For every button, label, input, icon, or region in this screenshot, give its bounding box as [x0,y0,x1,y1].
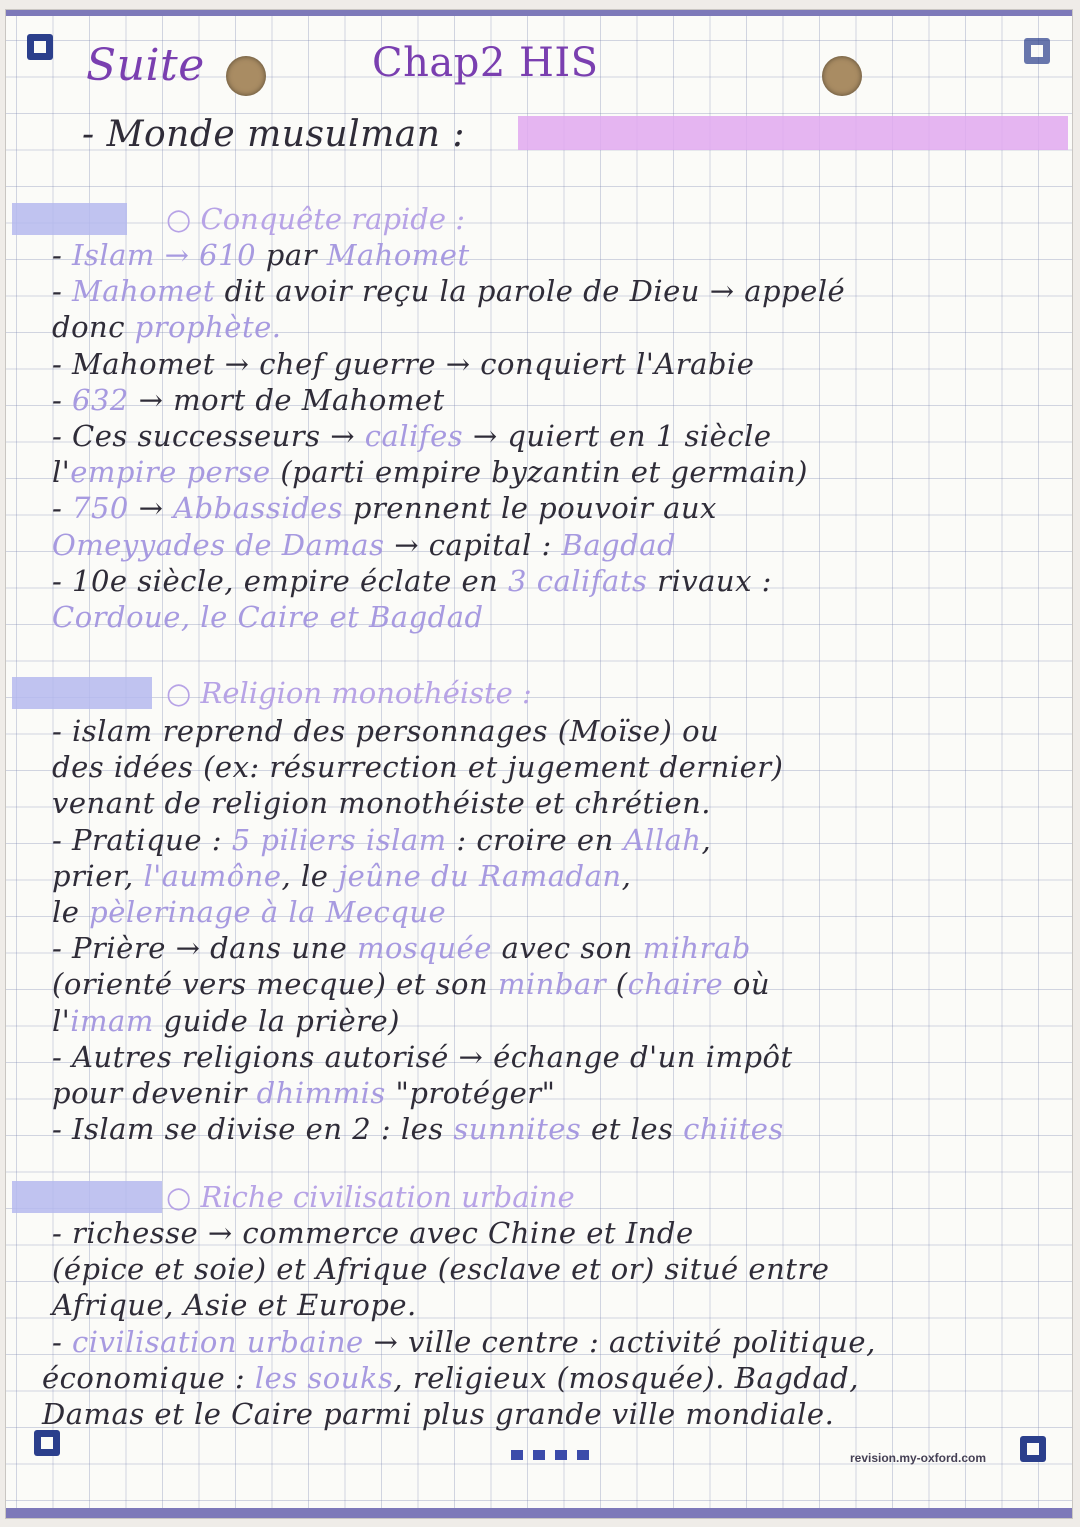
note-line [52,1112,784,1146]
note-line [52,419,772,453]
note-line [52,238,470,272]
page-title: Chap2 HIS [372,40,599,86]
note-text: des idées (ex: résurrection et jugement dernier) [52,750,784,785]
note-text: venant de religion monothéiste et chrétien. [52,786,712,821]
suite-label: Suite [86,40,205,91]
note-line [52,347,754,381]
highlighted-term: 3 califats [508,563,648,598]
note-text: → quiert en 1 siècle [463,419,772,453]
highlighted-term: imam [70,1003,154,1038]
note-text: - [52,382,73,417]
note-text: , [701,822,712,857]
note-line [52,1288,417,1322]
note-text: - [52,238,73,272]
note-text: - Pratique : [52,822,232,857]
note-line [52,1325,876,1359]
highlighted-term: Islam → 610 [72,238,257,272]
note-line [52,714,719,748]
note-line [52,383,445,417]
note-text: - [52,1324,73,1359]
corner-marker-icon [1024,38,1050,64]
note-line [52,1216,694,1250]
highlighted-term: mosquée [356,931,492,966]
note-text: , le [281,858,339,893]
corner-marker-icon [1020,1436,1046,1462]
note-text: avec son [491,931,643,966]
binder-hole [822,56,862,96]
note-text: prennent le pouvoir aux [343,491,717,526]
note-text: (orienté vers mecque) et son [52,967,498,1002]
note-text: (épice et soie) et Afrique (esclave et or) situé entre [52,1252,830,1287]
note-text: l' [52,1003,71,1038]
highlighted-term: empire perse [70,455,271,490]
highlighted-term: les souks [254,1360,394,1395]
note-text: → mort de Mahomet [128,382,445,417]
note-line [52,1252,829,1286]
highlighted-term: Mahomet [72,274,215,309]
highlighted-term: Abbassides [173,491,344,526]
note-text: - Islam se divise en 2 : les [52,1112,454,1147]
highlighted-term: Omeyyades de Damas [52,527,385,562]
binder-hole [226,56,266,96]
highlighted-term: pèlerinage à la Mecque [89,895,447,929]
note-text: : croire en [446,822,624,857]
note-line [52,786,711,820]
note-text: → capital : [384,527,562,562]
highlighted-term: civilisation urbaine [72,1324,364,1359]
highlighted-term: Mahomet [326,238,470,272]
corner-marker-icon [34,1430,60,1456]
section-highlight [12,203,127,235]
highlighted-term: prophète. [134,310,282,345]
note-text: donc [52,310,135,345]
note-text: (parti empire byzantin et germain) [270,455,808,490]
highlighted-term: dhimmis [256,1076,386,1110]
note-text: , [621,858,632,893]
section-highlight [12,677,152,709]
highlighted-term: Cordoue, le Caire et Bagdad [52,600,484,634]
note-text: "protéger" [385,1076,556,1110]
highlighted-term: sunnites [453,1112,582,1147]
section-highlight [12,1181,162,1213]
section-heading: ○ Conquête rapide : [166,202,465,236]
note-text: → ville centre : activité politique, [363,1324,876,1359]
note-line [52,564,772,598]
corner-marker-icon [27,34,53,60]
note-text: - [52,274,73,309]
note-line [52,274,845,308]
top-border [6,10,1072,16]
highlighted-term: Allah [623,822,702,857]
page-indicator [511,1450,589,1460]
note-line [42,1361,859,1395]
note-line [52,491,717,525]
note-text: - Autres religions autorisé → échange d'un impôt [52,1039,793,1074]
note-text: et les [581,1112,684,1147]
highlighted-term: l'aumône [143,858,282,893]
note-line [52,967,770,1001]
highlighted-term: chiites [683,1112,784,1147]
note-text: l' [52,455,71,490]
highlighted-term: 5 piliers islam [231,822,447,857]
section-heading: ○ Religion monothéiste : [166,676,532,710]
highlighted-term: chaire [627,967,724,1002]
highlighted-term: jeûne du Ramadan [338,858,622,893]
note-text: le [52,895,90,929]
note-text: - islam reprend des personnages (Moïse) ou [52,714,720,748]
highlighted-term: mihrab [642,931,751,966]
note-line [52,310,282,344]
note-line [52,931,751,965]
note-text: - 10e siècle, empire éclate en [52,563,509,598]
note-line [52,455,808,489]
note-text: où [723,967,770,1002]
highlighted-term: 750 [72,491,129,526]
note-text: prier, [52,858,144,893]
footer-url: revision.my-oxford.com [849,1451,986,1465]
section-title: - Monde musulman : [82,114,465,155]
note-text: guide la prière) [153,1003,400,1038]
section-heading: ○ Riche civilisation urbaine [166,1180,575,1214]
note-line [52,895,446,929]
note-line [52,1040,793,1074]
highlighted-term: Bagdad [561,527,677,562]
bottom-border [6,1508,1072,1518]
highlighted-term: 632 [72,382,129,417]
note-line [52,750,783,784]
highlighted-term: califes [364,419,464,453]
note-line [52,600,484,634]
note-text: - Mahomet → chef guerre → conquiert l'Arabie [52,346,755,381]
note-text: → [128,491,174,526]
note-text: Damas et le Caire parmi plus grande ville mondiale. [42,1397,835,1431]
note-text: rivaux : [647,563,772,598]
note-text: pour devenir [52,1076,257,1110]
notebook-page [6,10,1072,1518]
note-text: Afrique, Asie et Europe. [52,1288,417,1323]
note-line [52,1004,400,1038]
note-line [42,1397,834,1431]
highlighted-term: minbar [497,967,607,1002]
note-line [52,859,631,893]
note-text: , religieux (mosquée). Bagdad, [393,1360,859,1395]
note-text: - [52,491,73,526]
note-line [52,528,676,562]
note-text: ( [606,967,628,1002]
title-highlight [518,116,1068,150]
note-text: dit avoir reçu la parole de Dieu → appelé [214,274,846,309]
note-text: par [256,238,327,272]
note-text: - richesse → commerce avec Chine et Inde [52,1216,694,1250]
note-text: - Prière → dans une [52,931,357,966]
note-text: économique : [42,1360,255,1395]
note-text: - Ces successeurs → [52,419,365,453]
note-line [52,823,711,857]
note-line [52,1076,555,1110]
